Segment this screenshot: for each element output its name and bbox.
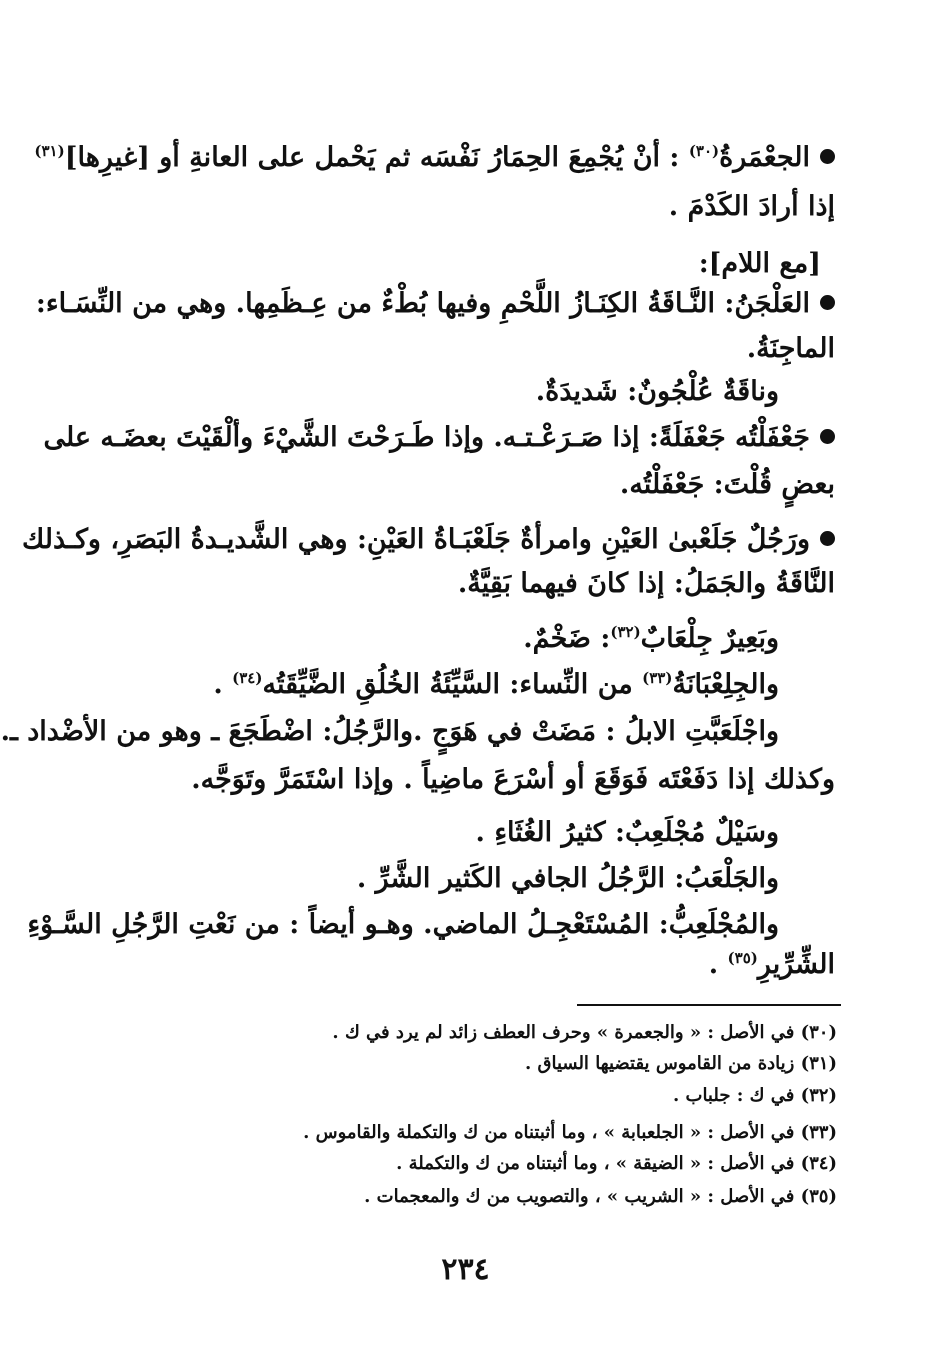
entry-ijlaabbat-line1: واجْلَعَبَّتِ الابلُ : مَضَتْ في هَوَجٍ .والرَّجُلُ: اضْطَجَعَ ـ وهو من الأضْداد ـ. xyxy=(0,716,779,747)
entry-jaamara-line2: إذا أرادَ الكَدْمَ . xyxy=(668,191,835,222)
section-label: [مع اللام]: xyxy=(698,248,821,279)
entry-aljan-line2: الماجِنَةُ. xyxy=(746,333,835,364)
footnote-ref[interactable]: (٣٢) xyxy=(610,623,641,641)
bullet-icon xyxy=(820,149,835,164)
footnote-ref[interactable]: (٣٣) xyxy=(642,669,673,687)
footnote-34: (٣٤) في الأصل : « الضيقة » ، وما أثبتناه من ك والتكملة . xyxy=(396,1153,837,1174)
entry-aljan-line3: وناقَةٌ عُلْجُونٌ: شَديدَةٌ. xyxy=(535,376,779,407)
footnote-ref[interactable]: (٣١) xyxy=(34,142,65,160)
entry-headword: الجعْمَرةُ xyxy=(719,142,810,173)
entry-jalaaba-line1: ورَجُلٌ جَلَعْبىٰ العَيْنِ وامرأةٌ جَلَعْبَـاةُ العَيْنِ: وهي الشَّديـدةُ البَصَرِ، وكـذلك xyxy=(112,520,835,560)
footnote-ref[interactable]: (٣٠) xyxy=(688,142,720,160)
bullet-icon xyxy=(820,429,835,444)
entry-jilaabana: والجِلِعْبَانَةُ$^{(٣٣)}$ من النِّساء: السَّيِّئَةُ الخُلُقِ الضَّيِّقَتُه$^{(٣٤)}$ . xyxy=(213,669,779,700)
bullet-icon xyxy=(820,531,835,546)
footnote-35: (٣٥) في الأصل : « الشريب » ، والتصويب من ك والمعجمات . xyxy=(364,1186,837,1207)
entry-mujlaibb-line1: والمُجْلَعِبُّ: المُسْتَعْجِـلُ الماضي. وهـو أيضاً : من نَعْتِ الرَّجُلِ السَّـوْءِ xyxy=(27,909,779,940)
footnote-30: (٣٠) في الأصل : « والجعمرة » وحرف العطف زائد لم يرد في ك . xyxy=(332,1022,837,1043)
entry-jalaaba-line2: النَّاقَةُ والجَمَلُ: إذا كانَ فيهما بَقِيَّةٌ. xyxy=(457,568,835,599)
footnote-ref[interactable]: (٣٤) xyxy=(232,669,263,687)
entry-mujlaibb-line2: الشِّرِّيرِ$^{(٣٥)}$ . xyxy=(708,949,835,980)
entry-aljan-line1: العَلْجَنُ: النَّـاقَةُ الكِنَـازُ اللَّحْمِ وفيها بُطْءٌ من عِـظَمِها. وهي من النِّسَـاء: xyxy=(112,284,835,324)
entry-jaafala-line1: جَعْفَلْتُه جَعْفَلَةً: إذا صَـرَعْـتـه. وإذا طَـرَحْتَ الشَّيْءَ وألْقَيْتَ بعضَـه على xyxy=(112,418,835,458)
footnote-33: (٣٣) في الأصل : « الجلعبابة » ، وما أثبتناه من ك والتكملة والقاموس . xyxy=(303,1122,837,1143)
footnote-divider xyxy=(577,1004,841,1006)
page-number: ٢٣٤ xyxy=(441,1252,490,1287)
bullet-icon xyxy=(820,295,835,310)
entry-mujlaib: وسَيْلٌ مُجْلَعِبٌ: كثيرُ الغُثَاءِ . xyxy=(475,817,779,848)
entry-ijlaabbat-line2: وكذلك إذا دَفَعْتَه فَوَقَعَ أو أسْرَعَ ماضِياً . وإذا اسْتَمَرَّ وتَوَجَّه. xyxy=(191,764,835,795)
footnote-32: (٣٢) في ك : جلباب . xyxy=(672,1085,837,1106)
entry-text: : أنْ يُجْمِعَ الحِمَارُ نَفْسَه ثم يَحْمل على العانةِ أو [غيرِها] xyxy=(64,142,680,173)
footnote-31: (٣١) زيادة من القاموس يقتضيها السياق . xyxy=(524,1053,837,1074)
entry-jilaab: وبَعِيرٌ جِلْعَابٌ$^{(٣٢)}$: ضَخْمٌ. xyxy=(523,623,779,654)
entry-jalaab: والجَلْعَبُ: الرَّجُلُ الجافي الكَثير الشَّرِّ . xyxy=(356,863,779,894)
entry-jaafala-line2: بعضٍ قُلْتَ: جَعْفَلْتُه. xyxy=(619,469,835,500)
entry-jaamara-line1 xyxy=(34,138,835,178)
footnote-ref[interactable]: (٣٥) xyxy=(727,949,758,967)
